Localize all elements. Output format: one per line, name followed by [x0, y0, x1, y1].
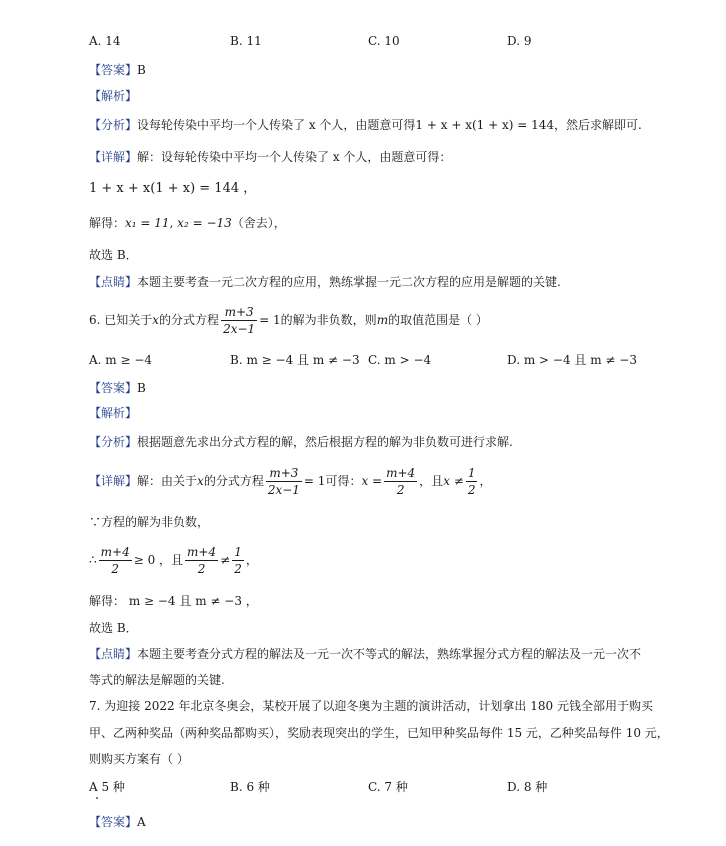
solve-prefix: 解得： — [89, 216, 126, 230]
q5-analysis-tag: 【解析】 — [89, 89, 138, 103]
q5-dianjing — [89, 274, 561, 290]
q6-because: ∵方程的解为非负数， — [89, 515, 210, 529]
q6-option-a: A. m ≥ −4 — [89, 353, 153, 367]
q7-option-c: C. 7 种 — [368, 780, 408, 794]
q5-fenxi — [89, 117, 642, 133]
q6-therefore — [89, 544, 258, 577]
q6-choose: 故选 B． — [89, 621, 138, 635]
fraction-numerator: m+3 — [221, 304, 257, 321]
q7-stem-line-2: 甲、乙两种奖品（两种奖品都购买），奖励表现突出的学生，已知甲种奖品每件 15 元，乙种奖品每件 10 元， — [89, 726, 669, 740]
fraction-denominator: 2x−1 — [267, 483, 300, 497]
q6-stem-eq-tail: = 1 — [259, 313, 281, 327]
therefore-ge: ≥ 0 ，且 — [133, 553, 184, 567]
q7-option-b: B. 6 种 — [230, 780, 270, 794]
fraction-numerator: m+4 — [187, 545, 217, 559]
xj-mid3: ，且 — [419, 474, 444, 488]
q5-option-a: A. 14 — [89, 34, 121, 48]
q7-stem-line-3: 则购买方案有（ ） — [89, 752, 189, 766]
q6-option-d: D. m > −4 且 m ≠ −3 — [507, 353, 637, 367]
q5-option-d: D. 9 — [507, 34, 532, 48]
q6-option-c: C. m > −4 — [368, 353, 432, 367]
therefore-ne: ≠ — [220, 553, 231, 567]
answer-value: A — [137, 815, 146, 829]
q6-xiangjie — [89, 465, 491, 498]
q6-analysis-tag: 【解析】 — [89, 406, 138, 420]
fraction-denominator: 2x−1 — [223, 322, 256, 336]
q5-solve-line — [89, 215, 286, 231]
fraction-numerator: m+3 — [266, 465, 302, 482]
xj-fraction — [266, 465, 302, 498]
q6-fenxi — [89, 434, 513, 450]
xj-x: x — [197, 474, 204, 488]
dianjing-tag: 【点睛】 — [89, 647, 138, 661]
q6-solve: 解得： m ≥ −4 且 m ≠ −3 ， — [89, 594, 258, 608]
fraction-numerator: m+4 — [100, 545, 130, 559]
fenxi-text: 根据题意先求出分式方程的解，然后根据方程的解为非负数可进行求解. — [137, 435, 513, 449]
xj-condition-fraction — [466, 465, 478, 498]
fraction-denominator: 2 — [467, 483, 476, 497]
fenxi-equation: 1 + x + x(1 + x) = 144 — [415, 118, 554, 132]
therefore-tail: ， — [245, 553, 258, 567]
solve-equation: x₁ = 11, x₂ = −13 — [125, 216, 232, 230]
therefore-symbol: ∴ — [89, 553, 97, 567]
q7-stem-line-1: 7. 为迎接 2022 年北京冬奥会，某校开展了以迎冬奥为主题的演讲活动，计划拿出 180 元钱全部用于购买 — [89, 699, 653, 713]
q5-option-b: B. 11 — [230, 34, 262, 48]
fraction-numerator: m+4 — [386, 466, 416, 480]
xiangjie-text: 解：设每轮传染中平均一个人传染了 x 个人，由题意可得： — [137, 150, 452, 164]
q6-stem-tail: 的取值范围是（ ） — [388, 313, 488, 327]
fraction-denominator: 2 — [396, 483, 405, 497]
q6-stem-fraction — [221, 304, 257, 337]
fenxi-text: 设每轮传染中平均一个人传染了 x 个人，由题意可得 — [137, 118, 416, 132]
answer-tag: 【答案】 — [89, 815, 138, 829]
answer-value: B — [137, 381, 146, 395]
fenxi-tail: ，然后求解即可. — [554, 118, 642, 132]
solve-suffix: （舍去）， — [231, 216, 286, 230]
xj-eq: = 1 — [303, 474, 326, 488]
dianjing-tag: 【点睛】 — [89, 275, 138, 289]
xj-solution-lhs: x = — [361, 474, 383, 488]
fenxi-tag: 【分析】 — [89, 435, 138, 449]
q6-dianjing-line-2: 等式的解法是解题的关键. — [89, 673, 225, 687]
q6-dianjing — [89, 646, 641, 662]
q7-option-a: A 5 种 — [89, 780, 125, 794]
scan-dot — [96, 797, 98, 799]
q6-stem-prefix: 6. 已知关于 — [89, 313, 153, 327]
q6-stem-m: m — [376, 313, 389, 327]
xj-condition-lhs: x ≠ — [443, 474, 464, 488]
fraction-numerator: 1 — [234, 545, 242, 559]
dianjing-text-1: 本题主要考查分式方程的解法及一元一次不等式的解法，熟练掌握分式方程的解法及一元一次不 — [137, 647, 642, 661]
xj-mid: 的分式方程 — [203, 474, 264, 488]
fenxi-tag: 【分析】 — [89, 118, 138, 132]
q6-stem-mid: 的分式方程 — [159, 313, 220, 327]
q5-option-c: C. 10 — [368, 34, 400, 48]
answer-value: B — [137, 63, 146, 77]
fraction-denominator: 2 — [197, 562, 206, 576]
answer-tag: 【答案】 — [89, 63, 138, 77]
q5-equation-line: 1 + x + x(1 + x) = 144 ， — [89, 181, 257, 196]
q6-answer — [89, 380, 146, 396]
answer-tag: 【答案】 — [89, 381, 138, 395]
xiangjie-tag: 【详解】 — [89, 474, 138, 488]
xiangjie-tag: 【详解】 — [89, 150, 138, 164]
q5-xiangjie — [89, 149, 451, 165]
xj-mid2: 可得： — [325, 474, 362, 488]
q7-answer — [89, 814, 146, 830]
fraction-denominator: 2 — [234, 562, 242, 576]
dianjing-text: 本题主要考查一元二次方程的应用，熟练掌握一元二次方程的应用是解题的关键. — [137, 275, 561, 289]
q6-stem — [89, 304, 488, 337]
q7-option-d: D. 8 种 — [507, 780, 548, 794]
q5-answer — [89, 62, 146, 78]
fraction-denominator: 2 — [111, 562, 119, 576]
therefore-fraction-1 — [99, 544, 132, 577]
q6-stem-x: x — [152, 313, 160, 327]
xj-tail: ， — [479, 474, 492, 488]
q6-stem-mid2: 的解为非负数，则 — [280, 313, 377, 327]
xj-prefix: 解：由关于 — [137, 474, 198, 488]
fraction-numerator: 1 — [467, 466, 476, 480]
q6-option-b: B. m ≥ −4 且 m ≠ −3 — [230, 353, 360, 367]
xj-solution-fraction — [384, 465, 417, 498]
therefore-fraction-3 — [232, 544, 244, 577]
therefore-fraction-2 — [185, 544, 218, 577]
q5-choose: 故选 B． — [89, 248, 138, 262]
